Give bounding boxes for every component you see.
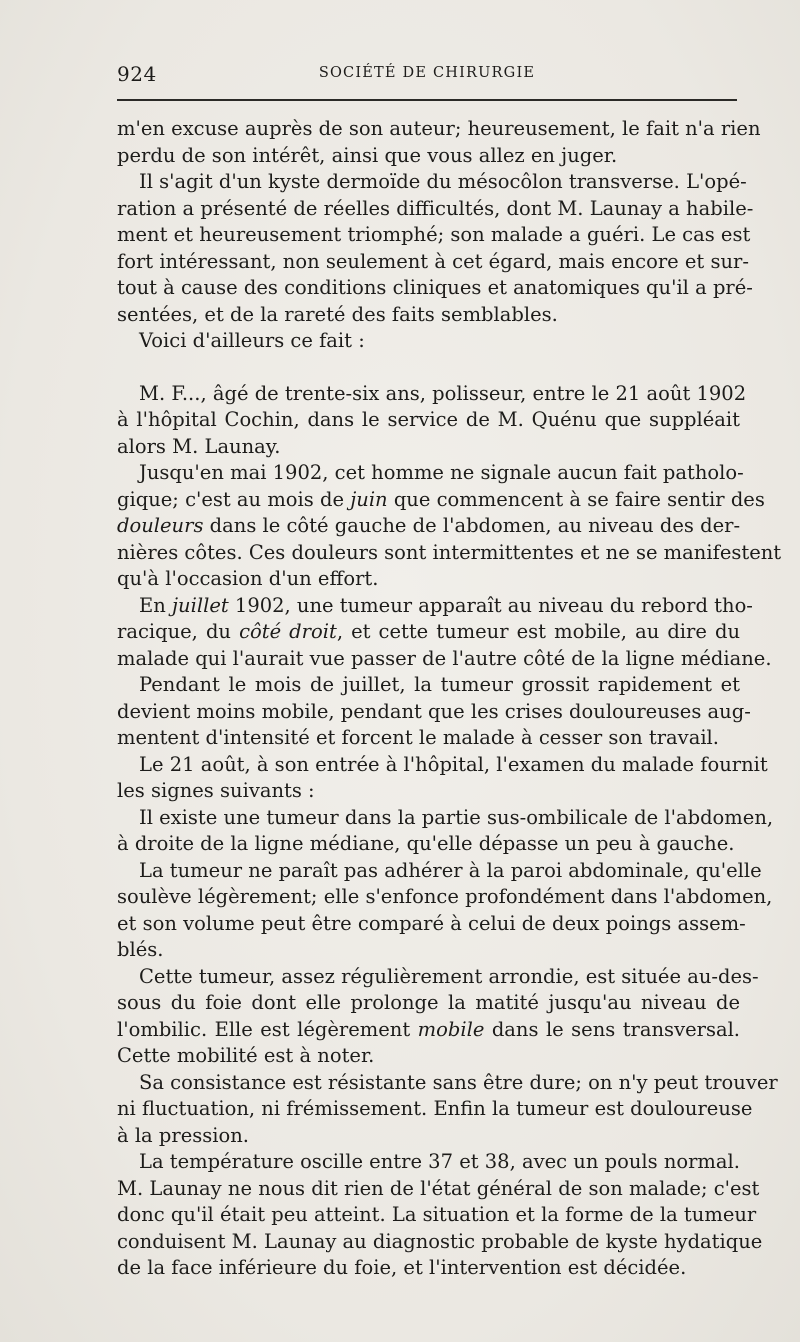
text-line: à l'hôpital Cochin, dans le service de M. Quénu que suppléait [117,408,740,431]
text-line: à la pression. [117,1123,249,1147]
text-line: nières côtes. Ces douleurs sont intermittentes et ne se manifestent [117,540,782,564]
text-span: 1902, une tumeur apparaît au niveau du rebord tho- [234,593,753,617]
text-line: de la face inférieure du foie, et l'intervention est décidée. [117,1256,687,1279]
text-line: Cette mobilité est à noter. [117,1044,375,1067]
text-line: ration a présenté de réelles difficultés, dont M. Launay a habile- [117,196,754,220]
text-line [117,1017,740,1044]
paragraph-gap [117,355,740,381]
text-span: gique; c'est au mois de [117,487,345,511]
text-line: sous du foie dont elle prolonge la matité jusqu'au niveau de [117,991,740,1014]
italic-span: douleurs [117,514,204,537]
text-line: M. Launay ne nous dit rien de l'état général de son malade; c'est [117,1176,760,1200]
text-line: blés. [117,938,164,961]
text-line [117,487,765,514]
text-line: m'en excuse auprès de son auteur; heureusement, le fait n'a rien [117,117,761,140]
text-span: racique, du [117,620,231,643]
text-line: qu'à l'occasion d'un effort. [117,567,379,590]
body-text [117,116,782,1282]
text-line: mentent d'intensité et forcent le malade à cesser son travail. [117,726,719,749]
page-header [117,60,737,88]
text-line: ment et heureusement triomphé; son malade a guéri. Le cas est [117,223,751,246]
text-line: Il existe une tumeur dans la partie sus-ombilicale de l'abdomen, [139,805,774,829]
text-line: devient moins mobile, pendant que les crises douloureuses aug- [117,699,751,723]
text-line: malade qui l'aurait vue passer de l'autre côté de la ligne médiane. [117,646,772,670]
text-line [117,513,740,540]
text-line: sentées, et de la rareté des faits semblables. [117,302,558,326]
text-line: Voici d'ailleurs ce fait : [139,329,365,352]
italic-span: juillet [172,593,229,617]
text-line: Pendant le mois de juillet, la tumeur grossit rapidement et [139,673,740,696]
italic-span: juin [350,487,388,511]
text-line: ni fluctuation, ni frémissement. Enfin la tumeur est douloureuse [117,1097,753,1120]
text-span: l'ombilic. Elle est légèrement [117,1017,411,1041]
text-line: Le 21 août, à son entrée à l'hôpital, l'examen du malade fournit [139,752,768,776]
text-line: Cette tumeur, assez régulièrement arrondie, est située au-des- [139,964,759,988]
text-line: perdu de son intérêt, ainsi que vous allez en juger. [117,143,618,167]
text-line: Jusqu'en mai 1902, cet homme ne signale aucun fait patholo- [139,461,744,484]
text-line: alors M. Launay. [117,434,281,458]
text-line: M. F..., âgé de trente-six ans, polisseur, entre le 21 août 1902 [139,381,747,405]
text-line: fort intéressant, non seulement à cet égard, mais encore et sur- [117,249,749,273]
text-line: conduisent M. Launay au diagnostic probable de kyste hydatique [117,1229,763,1253]
page-number: 924 [117,62,157,86]
text-line: donc qu'il était peu atteint. La situation et la forme de la tumeur [117,1203,757,1226]
text-span: dans le sens transversal. [491,1017,741,1041]
text-line [117,619,740,646]
text-line: à droite de la ligne médiane, qu'elle dépasse un peu à gauche. [117,832,735,855]
text-span: , et cette tumeur est mobile, au dire du [336,620,741,643]
text-span: que commencent à se faire sentir des [393,487,765,511]
text-line: les signes suivants : [117,779,315,802]
text-line: Sa consistance est résistante sans être dure; on n'y peut trouver [139,1070,778,1094]
text-line: soulève légèrement; elle s'enfonce profondément dans l'abdomen, [117,885,773,908]
text-line: Il s'agit d'un kyste dermoïde du mésocôlon transverse. L'opé- [139,170,747,193]
italic-span: mobile [417,1017,485,1041]
text-span: dans le côté gauche de l'abdomen, au niveau des der- [209,514,741,537]
text-line: et son volume peut être comparé à celui de deux poings assem- [117,911,746,935]
text-line [117,593,753,620]
running-title: SOCIÉTÉ DE CHIRURGIE [318,65,536,81]
header-rule [117,99,737,101]
text-span: En [139,593,166,617]
text-line: tout à cause des conditions cliniques et anatomiques qu'il a pré- [117,276,753,299]
text-line: La température oscille entre 37 et 38, avec un pouls normal. [139,1150,740,1173]
text-line: La tumeur ne paraît pas adhérer à la paroi abdominale, qu'elle [139,858,762,882]
italic-span: côté droit [239,620,337,643]
